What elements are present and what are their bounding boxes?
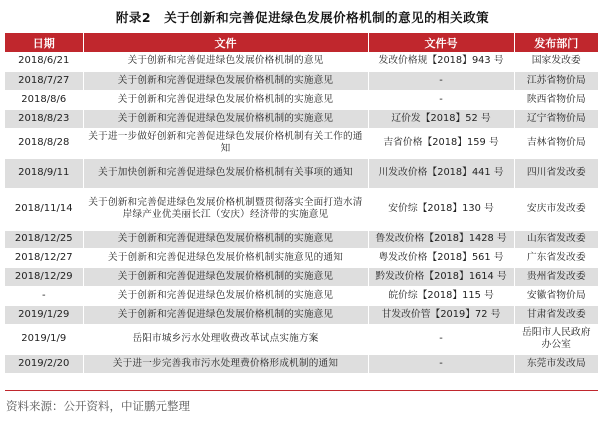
header-number: 文件号	[368, 33, 514, 52]
cell-dept: 江苏省物价局	[514, 71, 598, 90]
cell-file: 岳阳市城乡污水处理收费改革试点实施方案	[83, 324, 368, 354]
cell-date: -	[5, 286, 83, 305]
cell-number: -	[368, 90, 514, 109]
cell-dept: 安徽省物价局	[514, 286, 598, 305]
cell-date: 2019/2/20	[5, 354, 83, 373]
cell-number: 皖价综【2018】115 号	[368, 286, 514, 305]
cell-dept: 国家发改委	[514, 52, 598, 71]
cell-file: 关于创新和完善促进绿色发展价格机制的实施意见	[83, 286, 368, 305]
table-row	[5, 286, 598, 305]
cell-file: 关于创新和完善促进绿色发展价格机制的实施意见	[83, 71, 368, 90]
table-row	[5, 305, 598, 324]
cell-date: 2018/12/29	[5, 267, 83, 286]
policy-table	[5, 33, 598, 374]
cell-file: 关于创新和完善促进绿色发展价格机制的实施意见	[83, 90, 368, 109]
cell-date: 2018/8/6	[5, 90, 83, 109]
table-row	[5, 354, 598, 373]
cell-file: 关于进一步做好创新和完善促进绿色发展价格机制有关工作的通知	[83, 128, 368, 158]
table-row	[5, 109, 598, 128]
cell-date: 2018/11/14	[5, 188, 83, 230]
cell-dept: 岳阳市人民政府办公室	[514, 324, 598, 354]
table-row	[5, 324, 598, 354]
cell-file: 关于加快创新和完善促进绿色发展价格机制有关事项的通知	[83, 158, 368, 188]
cell-dept: 山东省发改委	[514, 230, 598, 248]
cell-date: 2019/1/9	[5, 324, 83, 354]
cell-number: 发改价格规【2018】943 号	[368, 52, 514, 71]
cell-dept: 贵州省发改委	[514, 267, 598, 286]
cell-number: -	[368, 354, 514, 373]
header-file: 文件	[83, 33, 368, 52]
cell-date: 2018/9/11	[5, 158, 83, 188]
cell-file: 关于创新和完善促进绿色发展价格机制的实施意见	[83, 305, 368, 324]
header-dept: 发布部门	[514, 33, 598, 52]
cell-number: 辽价发【2018】52 号	[368, 109, 514, 128]
cell-dept: 四川省发改委	[514, 158, 598, 188]
cell-file: 关于创新和完善促进绿色发展价格机制的实施意见	[83, 230, 368, 248]
cell-number: -	[368, 71, 514, 90]
cell-dept: 广东省发改委	[514, 248, 598, 267]
cell-date: 2018/8/23	[5, 109, 83, 128]
cell-dept: 东莞市发改局	[514, 354, 598, 373]
cell-number: 安价综【2018】130 号	[368, 188, 514, 230]
cell-file: 关于进一步完善我市污水处理费价格形成机制的通知	[83, 354, 368, 373]
cell-dept: 吉林省物价局	[514, 128, 598, 158]
cell-date: 2018/8/28	[5, 128, 83, 158]
cell-number: 川发改价格【2018】441 号	[368, 158, 514, 188]
cell-number: -	[368, 324, 514, 354]
cell-date: 2018/12/25	[5, 230, 83, 248]
cell-file: 关于创新和完善促进绿色发展价格机制实施意见的通知	[83, 248, 368, 267]
table-bottom-rule	[5, 390, 598, 391]
cell-file: 关于创新和完善促进绿色发展价格机制暨贯彻落实全面打造水清岸绿产业优美丽长江（安庆）经济带的实施意见	[83, 188, 368, 230]
cell-number: 吉省价格【2018】159 号	[368, 128, 514, 158]
table-row	[5, 128, 598, 158]
table-row	[5, 267, 598, 286]
cell-number: 鲁发改价格【2018】1428 号	[368, 230, 514, 248]
source-note: 资料来源：公开资料，中证鹏元整理	[6, 399, 190, 413]
cell-dept: 陕西省物价局	[514, 90, 598, 109]
cell-file: 关于创新和完善促进绿色发展价格机制的实施意见	[83, 267, 368, 286]
cell-dept: 甘肃省发改委	[514, 305, 598, 324]
table-row	[5, 230, 598, 248]
table-header-row	[5, 33, 598, 52]
table-row	[5, 188, 598, 230]
cell-file: 关于创新和完善促进绿色发展价格机制的实施意见	[83, 109, 368, 128]
cell-number: 粤发改价格【2018】561 号	[368, 248, 514, 267]
table-row	[5, 71, 598, 90]
table-row	[5, 52, 598, 71]
table-row	[5, 158, 598, 188]
page-title: 附录2 关于创新和完善促进绿色发展价格机制的意见的相关政策	[115, 10, 490, 25]
cell-dept: 安庆市发改委	[514, 188, 598, 230]
cell-date: 2018/6/21	[5, 52, 83, 71]
cell-date: 2018/7/27	[5, 71, 83, 90]
cell-dept: 辽宁省物价局	[514, 109, 598, 128]
header-date: 日期	[5, 33, 83, 52]
table-row	[5, 248, 598, 267]
cell-number: 黔发改价格【2018】1614 号	[368, 267, 514, 286]
cell-date: 2019/1/29	[5, 305, 83, 324]
table-row	[5, 90, 598, 109]
cell-number: 甘发改价管【2019】72 号	[368, 305, 514, 324]
cell-date: 2018/12/27	[5, 248, 83, 267]
cell-file: 关于创新和完善促进绿色发展价格机制的意见	[83, 52, 368, 71]
